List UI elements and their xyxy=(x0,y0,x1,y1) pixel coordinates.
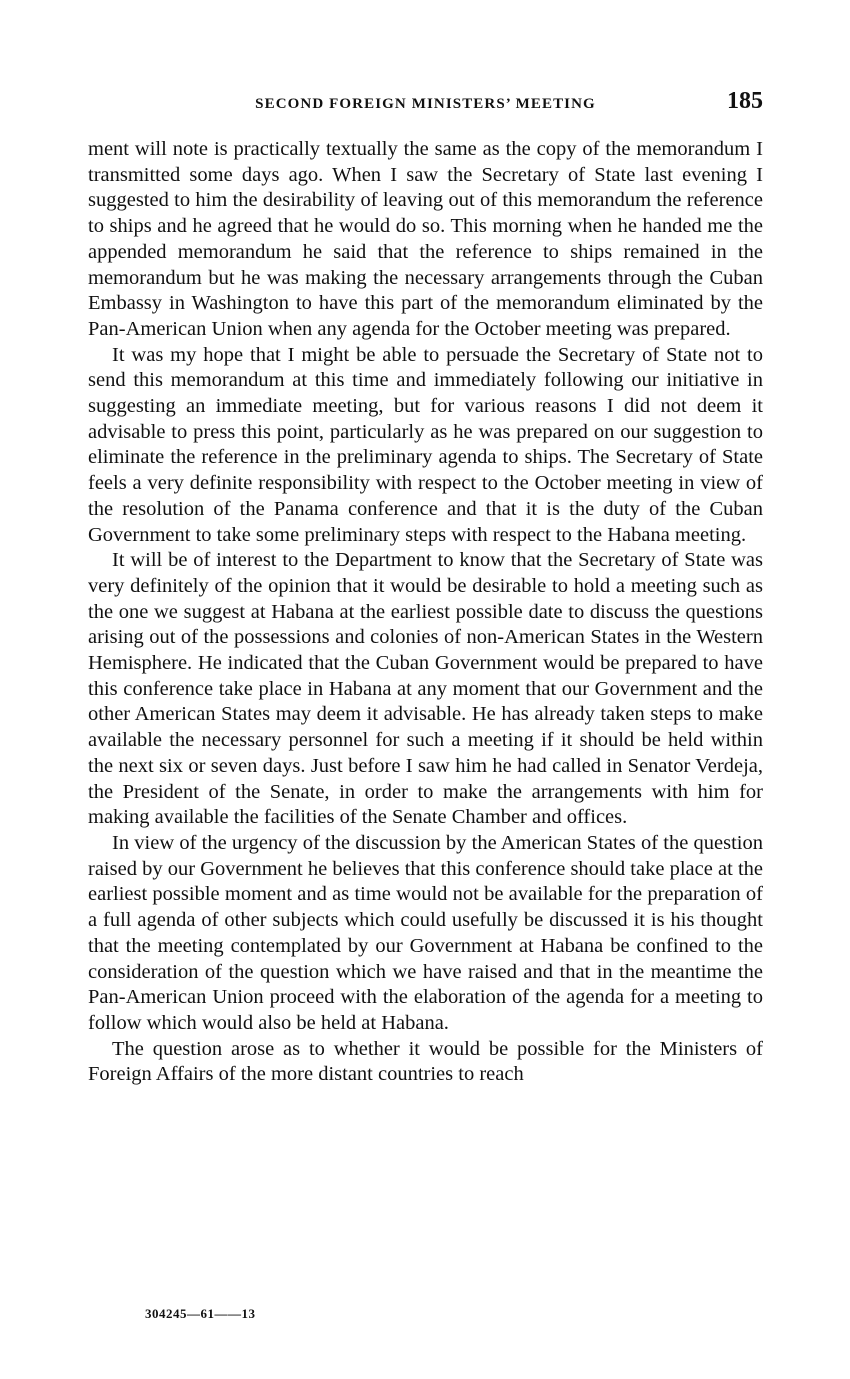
paragraph-continuation: ment will note is practically textually the same as the copy of the memorandum I transmitted some days ago. When I saw the Secretary of State last evening I suggested to him the desirability of leaving out of this memorandum the reference to ships and he agreed that he would do so. This morning when he handed me the appended memorandum he said that the reference to ships remained in the memorandum but he was making the necessary arrangements through the Cuban Embassy in Washington to have this part of the memorandum eliminated by the Pan-American Union when any agenda for the October meeting was prepared. xyxy=(88,138,763,340)
page-number: 185 xyxy=(727,88,763,114)
running-header xyxy=(88,88,763,122)
paragraph: It was my hope that I might be able to persuade the Secretary of State not to send this memorandum at this time and immediately following our initiative in suggesting an immediate meeting, but for various reasons I did not deem it advisable to press this point, particularly as he was prepared on our suggestion to eliminate the reference in the preliminary agenda to ships. The Secretary of State feels a very definite responsibility with respect to the October meeting in view of the resolution of the Panama conference and that it is the duty of the Cuban Government to take some preliminary steps with respect to the Habana meeting. xyxy=(88,343,763,546)
body-text xyxy=(88,137,763,1088)
paragraph: In view of the urgency of the discussion by the American States of the question raised by our Government he believes that this conference should take place at the earliest possible moment and as time would not be available for the preparation of a full agenda of other subjects which could usefully be discussed it is his thought that the meeting contemplated by our Government at Habana be confined to the consideration of the question which we have raised and that in the meantime the Pan-American Union proceed with the elaboration of the agenda for a meeting to follow which would also be held at Habana. xyxy=(88,831,763,1034)
paragraph: It will be of interest to the Department to know that the Secretary of State was very definitely of the opinion that it would be desirable to hold a meeting such as the one we suggest at Habana at the earliest possible date to discuss the questions arising out of the possessions and colonies of non-American States in the Western Hemisphere. He indicated that the Cuban Government would be prepared to have this conference take place in Habana at any moment that our Government and the other American States may deem it advisable. He has already taken steps to make available the necessary personnel for such a meeting if it should be held within the next six or seven days. Just before I saw him he had called in Senator Verdeja, the President of the Senate, in order to make the arrangements with him for making available the facilities of the Senate Chamber and offices. xyxy=(88,549,763,829)
running-title: SECOND FOREIGN MINISTERS’ MEETING xyxy=(255,96,596,112)
paragraph: The question arose as to whether it would be possible for the Ministers of Foreign Affairs of the more distant countries to reach xyxy=(88,1037,763,1086)
print-code: 304245—61——13 xyxy=(145,1306,256,1321)
